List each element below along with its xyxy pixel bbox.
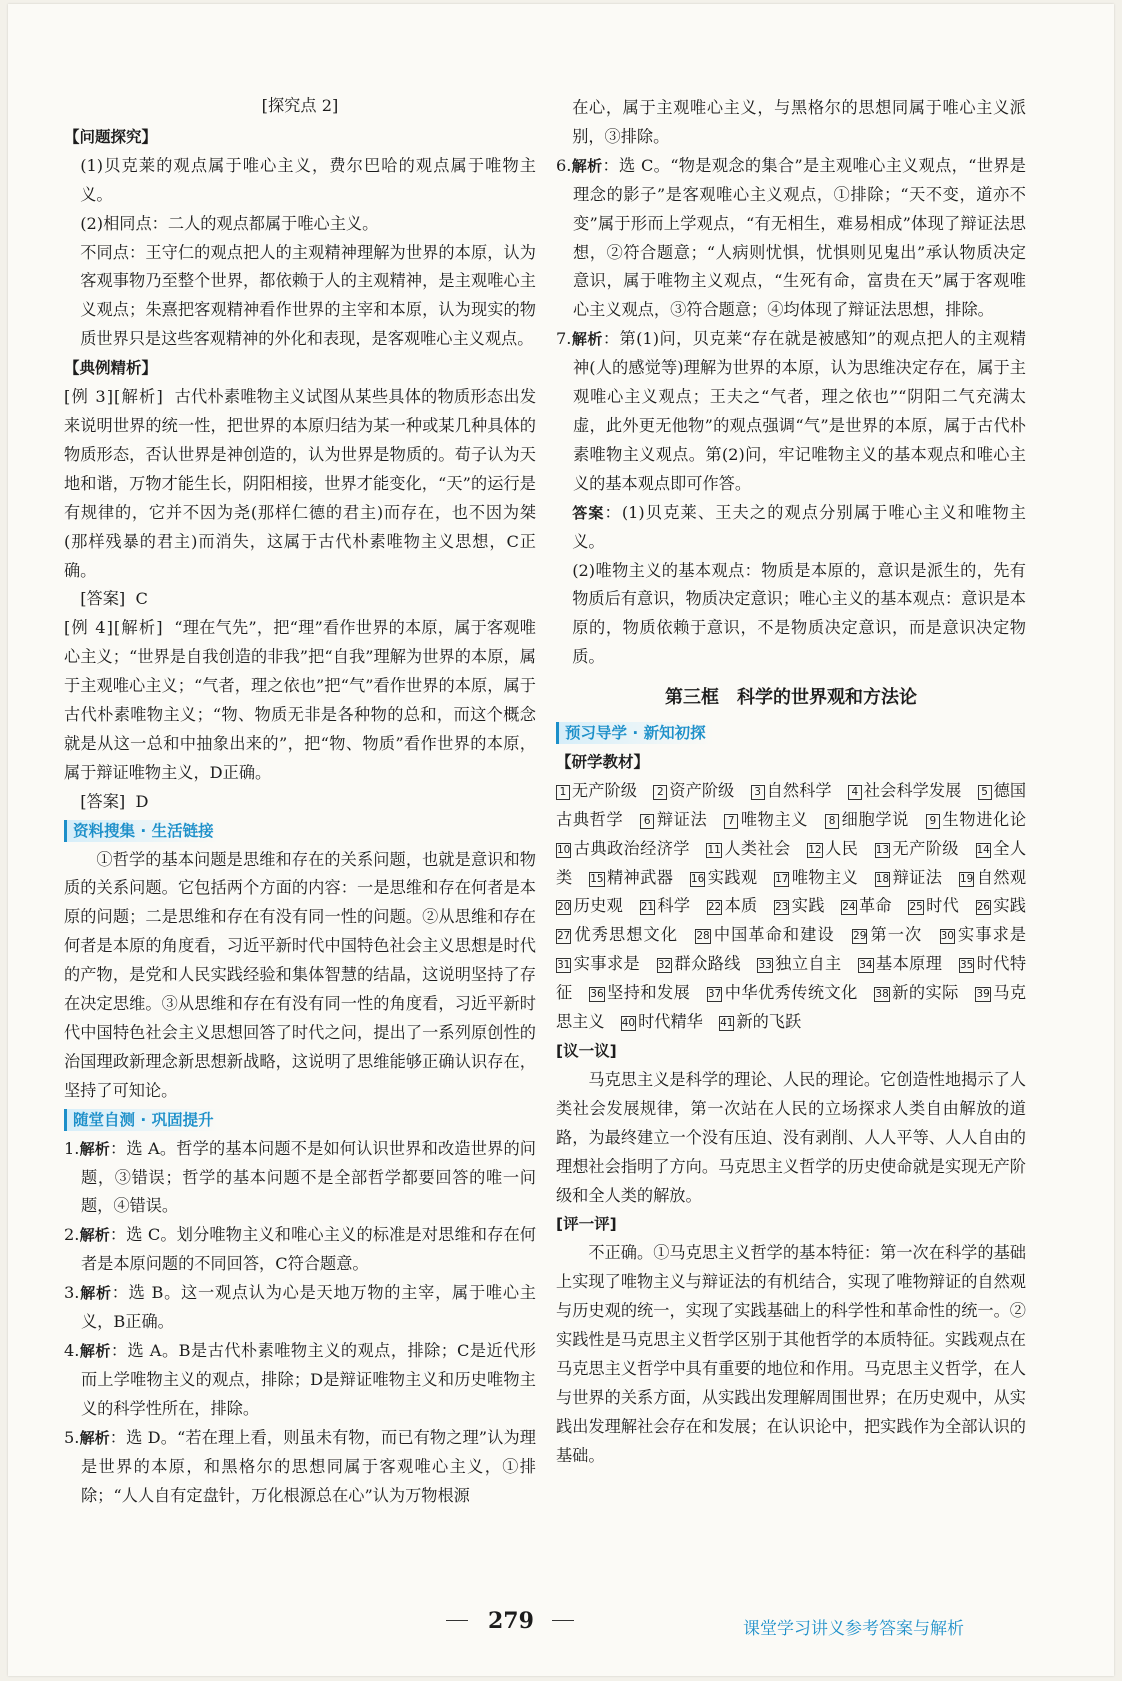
term-item xyxy=(825,810,909,829)
term-item xyxy=(774,896,825,915)
term-item xyxy=(757,954,841,973)
term-item xyxy=(875,868,943,887)
term-number-box: 9 xyxy=(926,814,940,829)
term-number-box: 33 xyxy=(758,959,772,972)
answer-item xyxy=(64,1424,536,1511)
term-number-box: 11 xyxy=(707,843,721,856)
term-number-box: 1 xyxy=(556,785,570,800)
term-item xyxy=(852,925,922,944)
analysis-label: 解析 xyxy=(79,1226,110,1245)
explore-point-heading: [探究点 2] xyxy=(261,96,339,115)
term-item xyxy=(695,925,834,944)
term-item xyxy=(690,868,758,887)
answer-text: ：选 A。B是古代朴素唯物主义的观点，排除；C是近代形而上学唯物主义的观点，排除；D是辩证唯物主义和历史唯物主义的科学性所在，排除。 xyxy=(81,1340,536,1418)
answer-number: 2. xyxy=(64,1225,80,1245)
term-number-box: 20 xyxy=(557,901,571,914)
example-3-answer-value: C xyxy=(135,589,148,609)
example-3-analysis-tag: [解析] xyxy=(114,387,164,407)
term-number-box: 18 xyxy=(875,872,890,885)
term-number-box: 2 xyxy=(653,785,667,800)
term-item xyxy=(724,810,808,829)
term-item xyxy=(848,781,962,800)
term-item xyxy=(751,781,832,800)
term-item xyxy=(556,781,637,800)
answer-item xyxy=(64,1135,536,1222)
review-label: [评一评] xyxy=(556,1215,617,1234)
term-number-box: 40 xyxy=(621,1017,636,1030)
answer-item xyxy=(556,152,1026,325)
term-text: 全人类 xyxy=(556,838,1027,887)
term-number-box: 4 xyxy=(848,785,862,800)
term-number-box: 6 xyxy=(640,814,654,829)
example-4-text: “理在气先”，把“理”看作世界的本原，属于客观唯心主义；“世界是自我创造的非我”把“自我”理解为世界的本原，属于主观唯心主义；“气者，理之依也”把“气”看作世界的本原，属于古代朴素唯物主义；“物、物质无非是各种物的总和，而这个概念就是从这一总和中抽象出来的”，把“物、物质”看作世界的本原，属于辩证唯物主义，D正确。 xyxy=(64,618,536,782)
answer-number: 4. xyxy=(64,1340,80,1360)
term-number-box: 37 xyxy=(707,988,722,1001)
example-4-answer-tag: [答案] xyxy=(80,791,126,811)
quiz-answers xyxy=(64,1135,536,1511)
study-label: 【研学教材】 xyxy=(556,752,650,771)
term-number-box: 34 xyxy=(859,959,873,972)
page xyxy=(8,4,1114,1676)
data-collection-text: ①哲学的基本问题是思维和存在的关系问题，也就是意识和物质的关系问题。它包括两个方面的内容：一是思维和存在何者是本原的问题；二是思维和存在有没有同一性的问题。②从思维和存在何者是本原的角度看，习近平新时代中国特色社会主义思想是时代的产物，是党和人民实践经验和集体智慧的结晶，这说明坚持了存在决定思维。③从思维和存在有没有同一性的角度看，习近平新时代中国特色社会主义思想回答了时代之问，提出了一系列原创性的治国理政新理念新思想新战略，这说明了思维能够正确认识存在，坚持了可知论。 xyxy=(64,849,536,1100)
example-3-answer-tag: [答案] xyxy=(80,589,126,609)
term-item xyxy=(657,954,741,973)
term-item xyxy=(556,839,690,858)
term-number-box: 32 xyxy=(657,959,672,972)
term-number-box: 3 xyxy=(751,785,765,800)
answer-item xyxy=(64,1279,536,1337)
discuss-text: 马克思主义是科学的理论、人民的理论。它创造性地揭示了人类社会发展规律，第一次站在人民的立场探求人类自由解放的道路，为最终建立一个没有压迫、没有剥削、人人平等、人人自由的理想社会指明了方向。马克思主义哲学的历史使命就是实现无产阶级和全人类的解放。 xyxy=(556,1069,1026,1205)
answer-label: 答案 xyxy=(572,503,605,522)
term-number-box: 41 xyxy=(720,1017,734,1030)
term-text: 唯物主义 xyxy=(740,809,809,829)
term-item xyxy=(640,810,707,829)
term-item xyxy=(556,896,623,915)
term-item xyxy=(589,868,673,887)
term-text: 优秀思想文化 xyxy=(573,925,679,945)
term-text: 科学 xyxy=(657,896,691,916)
term-item xyxy=(841,896,892,915)
example-3-answer xyxy=(64,585,536,614)
term-item xyxy=(807,839,858,858)
answer-number: 3. xyxy=(64,1283,80,1303)
term-number-box: 13 xyxy=(875,843,890,856)
answer-7-result-1 xyxy=(556,499,1026,557)
answer-7-part-1: ：(1)贝克莱、王夫之的观点分别属于唯心主义和唯物主义。 xyxy=(572,502,1026,551)
example-4-answer xyxy=(64,788,536,817)
term-number-box: 36 xyxy=(590,988,604,1001)
term-item xyxy=(926,810,1026,829)
answer-number: 1. xyxy=(64,1138,80,1158)
example-section-label: 【典例精析】 xyxy=(64,359,158,378)
term-item xyxy=(940,925,1026,944)
left-column xyxy=(64,92,536,1510)
analysis-label: 解析 xyxy=(79,1341,111,1360)
example-4-answer-value: D xyxy=(135,791,149,811)
term-item xyxy=(706,839,790,858)
term-text: 古典政治经济学 xyxy=(573,838,690,858)
term-text: 社会科学发展 xyxy=(863,780,962,800)
term-text: 自然科学 xyxy=(766,780,832,800)
footer-dash-left xyxy=(446,1620,468,1621)
term-text: 本质 xyxy=(724,896,758,916)
term-text: 辩证法 xyxy=(656,809,708,829)
discuss-label: [议一议] xyxy=(556,1042,617,1060)
answer-text: ：选 C。“物是观念的集合”是主观唯心主义观点，“世界是理念的影子”是客观唯心主义观点，①排除；“天不变，道亦不变”属于形而上学观点，“有无相生，难易相成”体现了辩证法思想，②符合题意；“人病则忧惧，忧惧则见鬼出”承认物质决定意识，属于唯物主义观点，“生死有命，富贵在天”属于客观唯心主义观点，③符合题意；④均体现了辩证法思想，排除。 xyxy=(573,155,1026,320)
term-item xyxy=(959,868,1026,887)
term-text: 唯物主义 xyxy=(791,867,859,887)
term-text: 德国古典哲学 xyxy=(556,780,1027,829)
analysis-label: 解析 xyxy=(79,1428,110,1447)
term-text: 革命 xyxy=(858,896,892,916)
term-text: 时代精华 xyxy=(638,1012,703,1032)
page-number: 279 xyxy=(488,1608,534,1634)
term-number-box: 16 xyxy=(690,872,705,885)
answer-number: 7. xyxy=(556,329,572,349)
term-text: 中国革命和建设 xyxy=(712,925,835,945)
answer-text: ：选 B。这一观点认为心是天地万物的主宰，属于唯心主义，B正确。 xyxy=(81,1283,536,1332)
answer-text: ：第(1)问，贝克莱“存在就是被感知”的观点把人的主观精神(人的感觉等)理解为世界的本原，认为思维决定存在，属于主观唯心主义观点；王夫之“气者，理之依也”“阴阳二气充满太虚，此外更无他物”的观点强调“气”是世界的本原，属于古代朴素唯物主义观点。第(2)问，牢记唯物主义的基本观点和唯心主义的基本观点即可作答。 xyxy=(573,329,1026,493)
term-text: 马克思主义 xyxy=(556,983,1027,1032)
term-number-box: 23 xyxy=(775,901,789,914)
term-number-box: 8 xyxy=(825,814,839,829)
term-item xyxy=(589,983,690,1002)
example-3 xyxy=(64,383,536,585)
term-text: 独立自主 xyxy=(774,954,842,974)
term-text: 时代 xyxy=(925,896,960,916)
book-section-title: 课堂学习讲义参考答案与解析 xyxy=(743,1619,964,1639)
example-4-tag: [例 4] xyxy=(64,618,114,638)
answer-text: ：选 C。划分唯物主义和唯心主义的标准是对思维和存在何者是本原问题的不同回答，C符合题意。 xyxy=(81,1225,536,1274)
term-item xyxy=(653,781,734,800)
data-collection-bar: 资料搜集 · 生活链接 xyxy=(64,820,222,842)
term-number-box: 7 xyxy=(724,814,738,829)
term-number-box: 14 xyxy=(976,843,990,856)
term-text: 历史观 xyxy=(573,896,624,916)
term-number-box: 19 xyxy=(959,872,974,885)
term-item xyxy=(908,896,959,915)
term-number-box: 5 xyxy=(978,785,992,800)
term-number-box: 27 xyxy=(557,930,571,943)
preview-bar: 预习导学 · 新知初探 xyxy=(556,722,714,744)
analysis-label: 解析 xyxy=(571,330,603,349)
term-item xyxy=(858,954,942,973)
term-item xyxy=(875,839,959,858)
term-number-box: 21 xyxy=(640,901,655,914)
term-number-box: 31 xyxy=(557,959,571,972)
answer-item xyxy=(64,1221,536,1279)
section-title: 第三框 科学的世界观和方法论 xyxy=(665,687,917,709)
term-text: 实事求是 xyxy=(956,925,1027,945)
problem-answer-1: (1)贝克莱的观点属于唯心主义，费尔巴哈的观点属于唯物主义。 xyxy=(80,155,536,204)
answer-item xyxy=(64,1337,536,1424)
problem-answer-2: (2)相同点：二人的观点都属于唯心主义。 xyxy=(80,213,379,233)
answer-number: 5. xyxy=(64,1427,80,1447)
term-text: 实事求是 xyxy=(573,954,641,974)
answer-text: ：选 D。“若在理上看，则虽未有物，而已有物之理”认为理是世界的本原，和黑格尔的思想同属于客观唯心主义，①排除；“人人自有定盘针，万化根源总在心”认为万物根源 xyxy=(81,1427,536,1505)
term-number-box: 22 xyxy=(707,901,722,914)
term-text: 无产阶级 xyxy=(572,780,638,800)
answer-7-result-2: (2)唯物主义的基本观点：物质是本原的，意识是派生的，先有物质后有意识，物质决定意识；唯心主义的基本观点：意识是本原的，物质依赖于意识，不是物质决定意识，而是意识决定物质。 xyxy=(572,560,1026,667)
term-text: 基本原理 xyxy=(875,954,943,974)
footer-dash-right xyxy=(552,1620,574,1621)
term-text: 中华优秀传统文化 xyxy=(724,983,858,1003)
problem-answer-3: 不同点：王守仁的观点把人的主观精神理解为世界的本原，认为客观事物乃至整个世界，都依赖于人的主观精神，是主观唯心主义观点；朱熹把客观精神看作世界的主宰和本原，认为现实的物质世界只是这些客观精神的外化和表现，是客观唯心主义观点。 xyxy=(80,242,536,349)
term-number-box: 26 xyxy=(976,901,990,914)
term-text: 自然观 xyxy=(976,867,1027,887)
term-number-box: 39 xyxy=(976,988,990,1001)
review-text: 不正确。①马克思主义哲学的基本特征：第一次在科学的基础上实现了唯物主义与辩证法的有机结合，实现了唯物辩证的自然观与历史观的统一，实现了实践基础上的科学性和革命性的统一。②实践性是马克思主义哲学区别于其他哲学的本质特征。实践观点在马克思主义哲学中具有重要的地位和作用。马克思主义哲学，在人与世界的关系方面，从实践出发理解周围世界；在历史观中，从实践出发理解社会存在和发展；在认识论中，把实践作为全部认识的基础。 xyxy=(556,1243,1026,1465)
term-item xyxy=(719,1012,801,1031)
example-4-analysis-tag: [解析] xyxy=(113,618,164,638)
term-item xyxy=(874,983,958,1002)
term-text: 新的飞跃 xyxy=(736,1012,802,1032)
term-number-box: 12 xyxy=(808,843,822,856)
problem-section-label: 【问题探究】 xyxy=(64,127,158,146)
term-item xyxy=(707,983,858,1002)
term-text: 人类社会 xyxy=(723,838,791,858)
answer-text: ：选 A。哲学的基本问题不是如何认识世界和改造世界的问题，③错误；哲学的基本问题不是全部哲学都要回答的唯一问题，④错误。 xyxy=(81,1138,536,1216)
term-item xyxy=(556,954,640,973)
answer-item xyxy=(556,325,1026,498)
term-number-box: 17 xyxy=(775,872,789,885)
term-text: 坚持和发展 xyxy=(606,983,691,1003)
analysis-label: 解析 xyxy=(79,1139,110,1158)
term-item xyxy=(640,896,691,915)
term-item xyxy=(621,1012,703,1031)
example-4 xyxy=(64,614,536,787)
term-number-box: 24 xyxy=(842,901,856,914)
term-text: 实践 xyxy=(791,896,825,916)
term-text: 实践观 xyxy=(707,867,758,887)
term-item xyxy=(976,896,1026,915)
example-3-tag: [例 3] xyxy=(64,387,115,407)
term-text: 新的实际 xyxy=(891,983,959,1003)
term-number-box: 30 xyxy=(940,930,954,943)
term-text: 时代特征 xyxy=(556,954,1027,1003)
term-text: 资产阶级 xyxy=(669,780,735,800)
answer-number: 6. xyxy=(556,155,572,175)
term-text: 实践 xyxy=(993,896,1026,916)
term-item xyxy=(774,868,858,887)
term-item xyxy=(556,925,678,944)
term-number-box: 15 xyxy=(590,872,604,885)
term-number-box: 35 xyxy=(959,959,974,972)
analysis-label: 解析 xyxy=(571,156,603,175)
term-text: 无产阶级 xyxy=(892,838,959,858)
analysis-label: 解析 xyxy=(79,1284,112,1303)
term-text: 精神武器 xyxy=(606,867,674,887)
term-text: 第一次 xyxy=(869,925,923,945)
term-text: 辩证法 xyxy=(892,867,943,887)
term-item xyxy=(707,896,758,915)
quiz-answers-continued xyxy=(556,152,1026,499)
example-3-text: 古代朴素唯物主义试图从某些具体的物质形态出发来说明世界的统一性，把世界的本原归结为某一种或某几种具体的物质形态，否认世界是神创造的，认为世界是物质的。荀子认为天地和谐，万物才能生长，阴阳相接，世界才能变化，“天”的运行是有规律的，它并不因为尧(那样仁德的君主)而存在，也不因为桀(那样残暴的君主)而消失，这属于古代朴素唯物主义思想，C正确。 xyxy=(64,387,537,580)
term-number-box: 38 xyxy=(875,988,889,1001)
terms-list xyxy=(556,777,1026,1037)
term-number-box: 25 xyxy=(909,901,923,914)
term-number-box: 10 xyxy=(557,843,571,856)
quiz-bar: 随堂自测 · 巩固提升 xyxy=(64,1109,222,1131)
term-text: 人民 xyxy=(824,838,859,858)
term-text: 细胞学说 xyxy=(841,809,910,829)
term-text: 群众路线 xyxy=(674,954,741,974)
term-text: 生物进化论 xyxy=(941,809,1027,829)
term-number-box: 28 xyxy=(696,930,710,943)
term-number-box: 29 xyxy=(853,930,867,943)
right-column xyxy=(556,94,1026,1471)
answer-5-continued: 在心，属于主观唯心主义，与黑格尔的思想同属于唯心主义派别，③排除。 xyxy=(572,98,1026,146)
